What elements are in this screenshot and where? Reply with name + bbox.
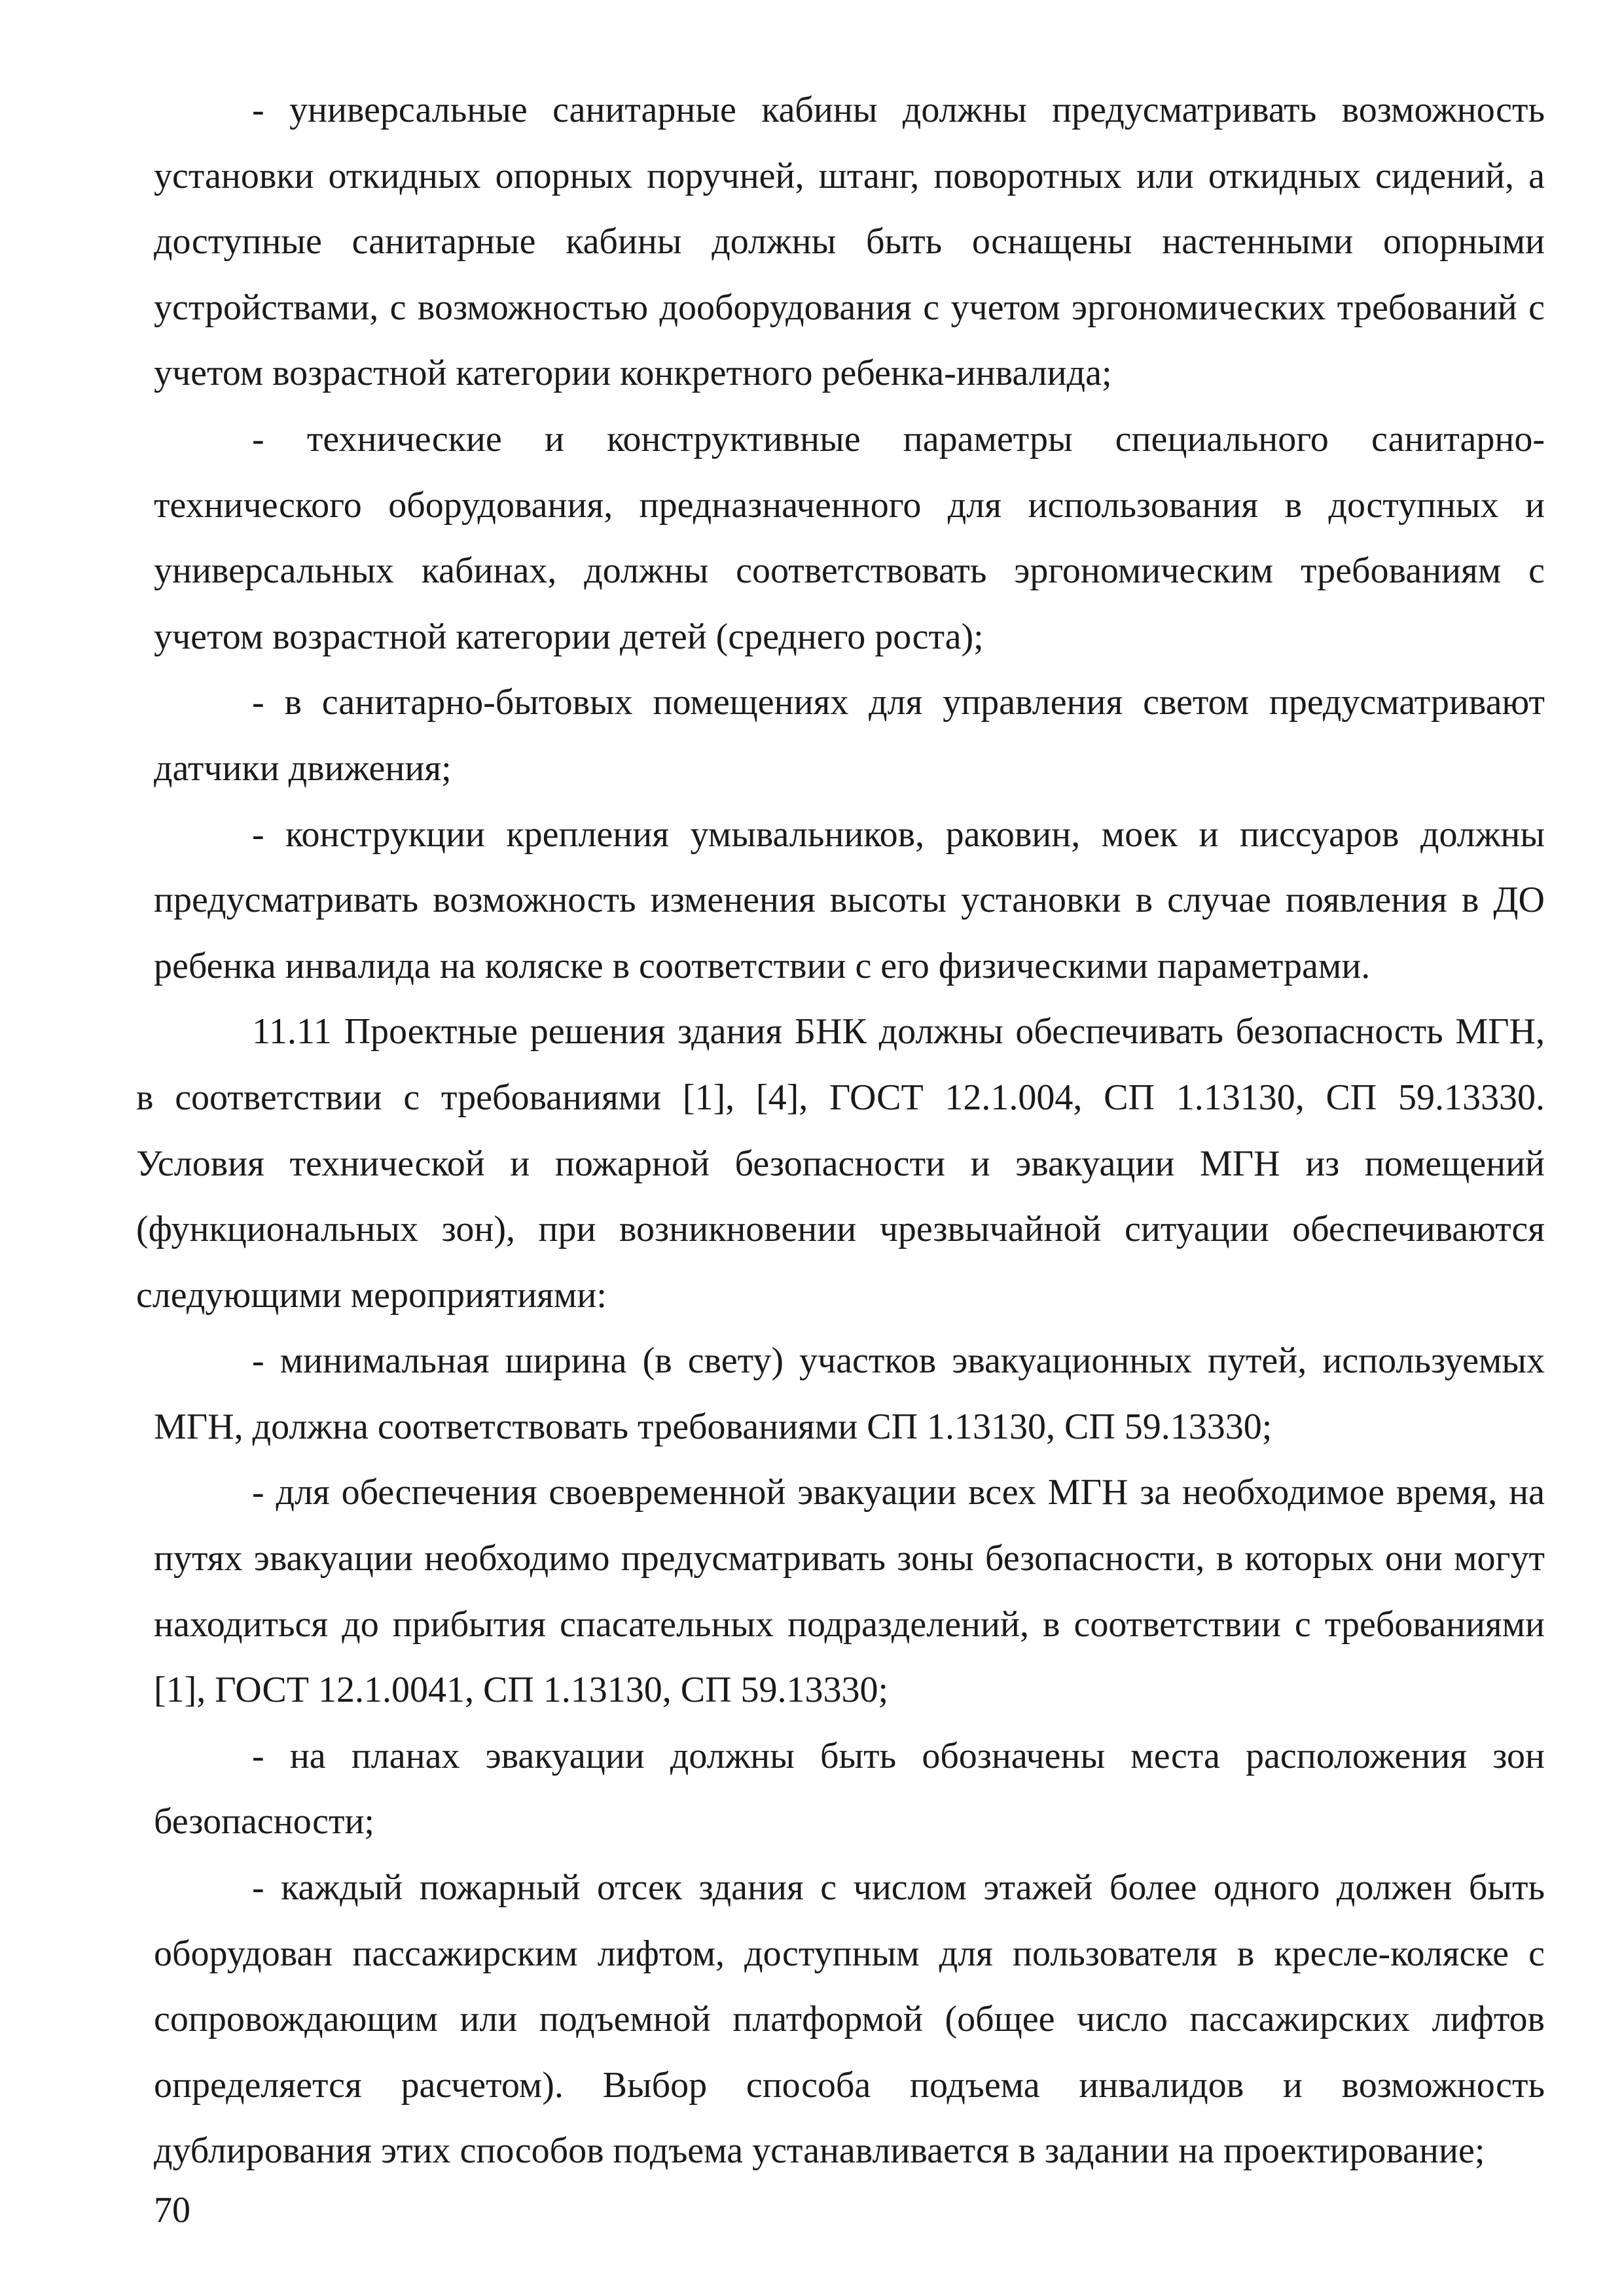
paragraph-evacuation-width: - минимальная ширина (в свету) участков эвакуационных путей, используемых МГН, должна соответствовать требованиями СП 1.13130, СП 59.13330; [154, 1340, 1545, 1447]
paragraph-motion-sensors: - в санитарно-бытовых помещениях для управления светом предусматривают датчики движения; [154, 682, 1545, 789]
document-body [136, 77, 1545, 2184]
page-number: 70 [154, 2190, 190, 2231]
clause-11-11: 11.11 Проектные решения здания БНК должны обеспечивать безопасность МГН, в соответствии с требованиями [1], [4], ГОСТ 12.1.004, СП 1.13130, СП 59.13330. Условия технической и пожарной безопасности и эвакуации МГН из помещений (функциональных зон), при возникновении чрезвычайной ситуации обеспечиваются следующими мероприятиями: [136, 1011, 1545, 1316]
paragraph-evacuation-plans: - на планах эвакуации должны быть обозначены места расположения зон безопасности; [154, 1735, 1545, 1842]
paragraph-universal-cabins: - универсальные санитарные кабины должны предусматривать возможность установки откидных опорных поручней, штанг, поворотных или откидных сидений, а доступные санитарные кабины должны быть оснащены настенными опорными устройствами, с возможностью дооборудования с учетом эргономических требований с учетом возрастной категории конкретного ребенка-инвалида; [154, 90, 1545, 394]
paragraph-passenger-lift: - каждый пожарный отсек здания с числом этажей более одного должен быть оборудован пассажирским лифтом, доступным для пользователя в кресле-коляске с сопровождающим или подъемной платформой (общее число пассажирских лифтов определяется расчетом). Выбор способа подъема инвалидов и возможность дублирования этих способов подъема устанавливается в задании на проектирование; [154, 1867, 1545, 2172]
paragraph-safety-zones: - для обеспечения своевременной эвакуации всех МГН за необходимое время, на путях эвакуации необходимо предусматривать зоны безопасности, в которых они могут находиться до прибытия спасательных подразделений, в соответствии с требованиями [1], ГОСТ 12.1.0041, СП 1.13130, СП 59.13330; [154, 1472, 1545, 1711]
paragraph-washbasin-mounting: - конструкции крепления умывальников, раковин, моек и писсуаров должны предусматривать возможность изменения высоты установки в случае появления в ДО ребенка инвалида на коляске в соответствии с его физическими параметрами. [154, 814, 1545, 986]
paragraph-equipment-parameters: - технические и конструктивные параметры специального санитарно-технического оборудования, предназначенного для использования в доступных и универсальных кабинах, должны соответствовать эргономическим требованиям с учетом возрастной категории детей (среднего роста); [154, 418, 1545, 657]
